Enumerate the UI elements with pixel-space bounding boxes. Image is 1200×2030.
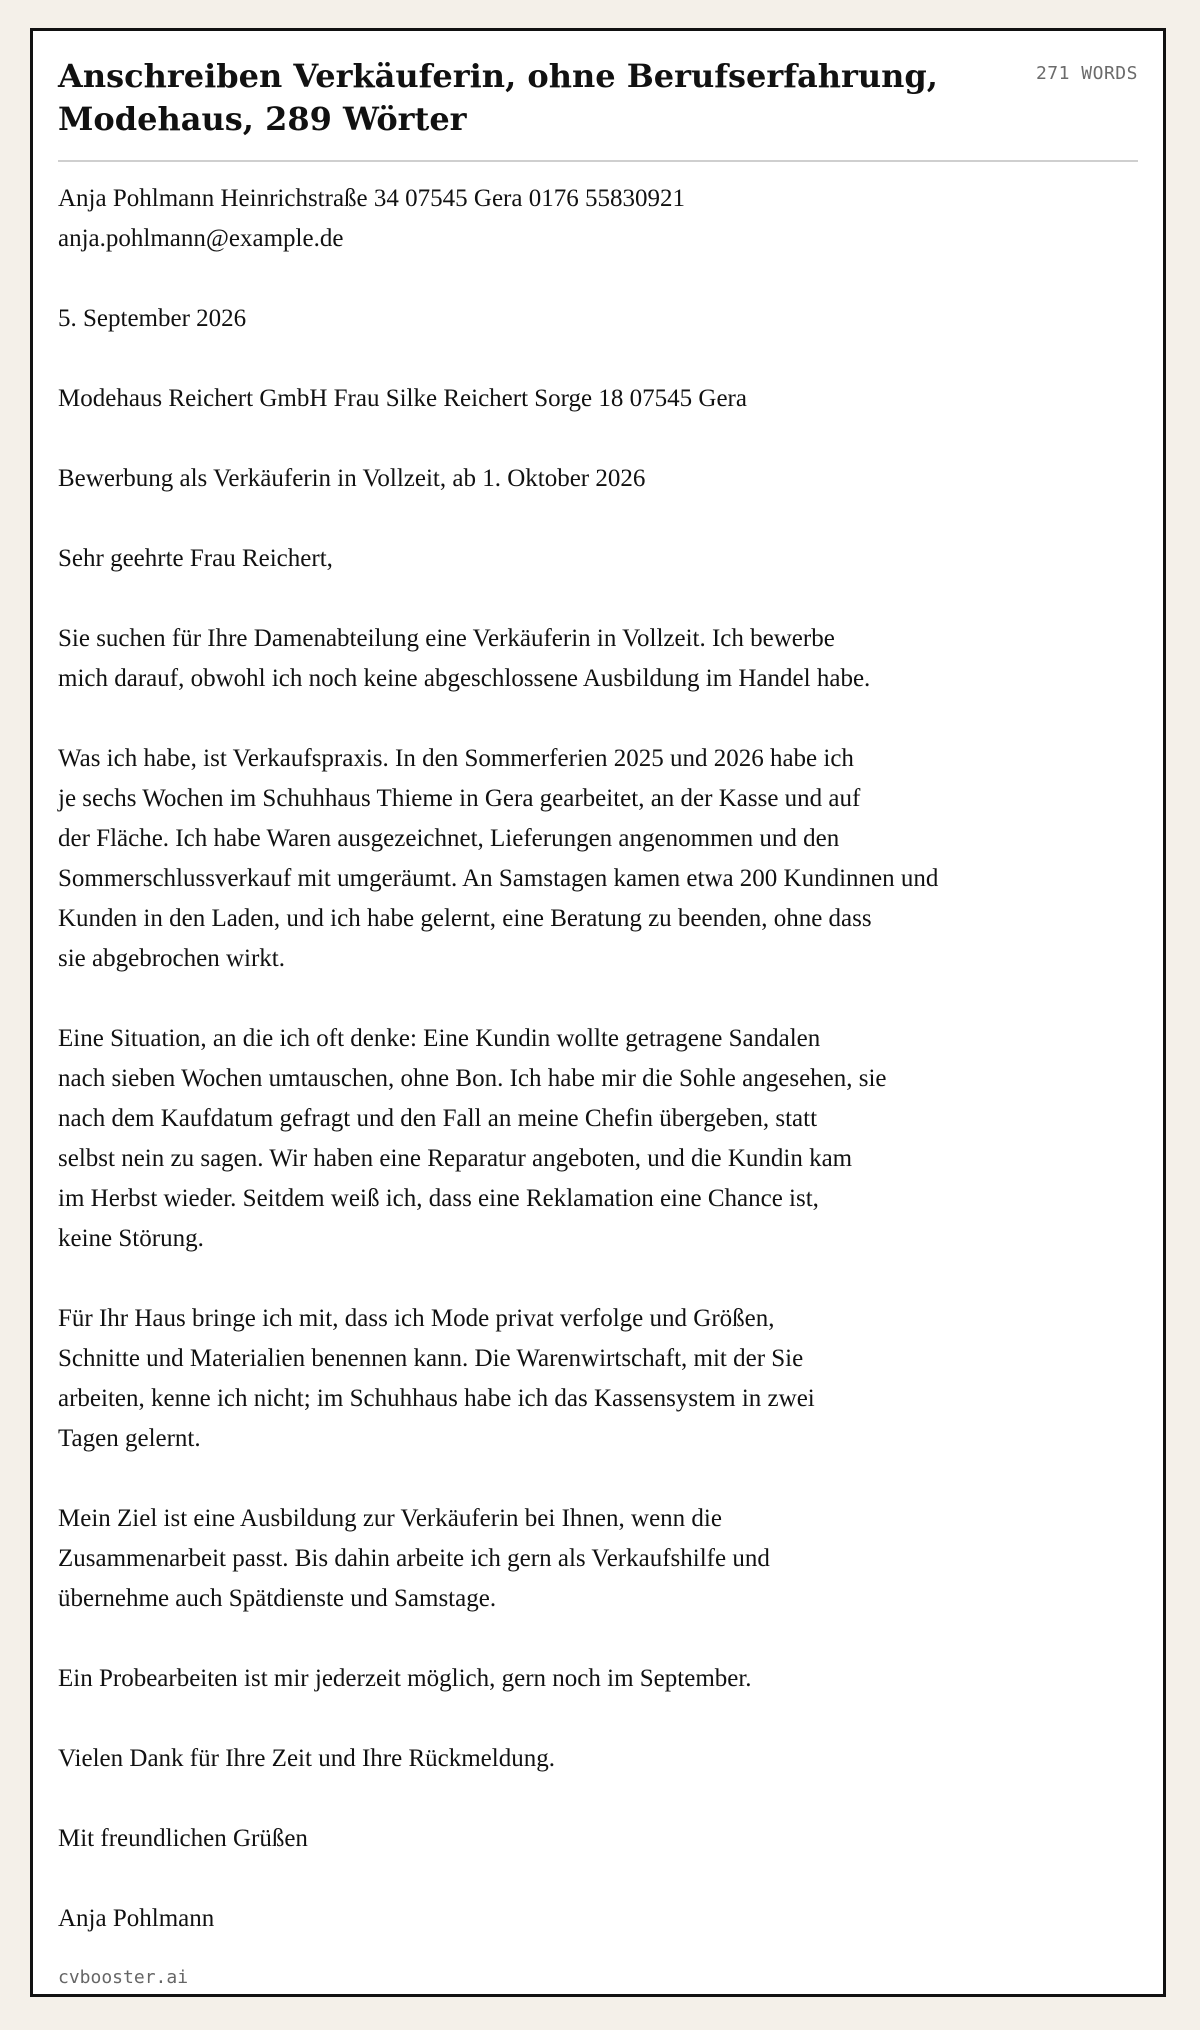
subject-line: Bewerbung als Verkäuferin in Vollzeit, ab 1. Oktober 2026	[58, 465, 646, 492]
salutation: Sehr geehrte Frau Reichert,	[58, 545, 333, 572]
body-paragraph: Eine Situation, an die ich oft denke: Eine Kundin wollte getragene Sandalen nach sieben Wochen umtauschen, ohne Bon. Ich habe mir die Sohle angesehen, sie nach dem Kaufdatum gefragt und den Fall an meine Chefin übergeben, statt selbst nein zu sagen. Wir haben eine Reparatur angeboten, und die Kundin kam im Herbst wieder. Seitdem weiß ich, dass eine Reklamation eine Chance ist, keine Störung.	[58, 1025, 887, 1252]
body-paragraph: Ein Probearbeiten ist mir jederzeit möglich, gern noch im September.	[58, 1665, 752, 1692]
footer-brand: cvbooster.ai	[58, 1967, 189, 1988]
body-paragraph: Vielen Dank für Ihre Zeit und Ihre Rückmeldung.	[58, 1745, 555, 1772]
letter-body	[58, 179, 1143, 1939]
sender-address: Anja Pohlmann Heinrichstraße 34 07545 Gera 0176 55830921 anja.pohlmann@example.de	[58, 185, 685, 252]
body-paragraph: Was ich habe, ist Verkaufspraxis. In den Sommerferien 2025 und 2026 habe ich je sechs Wochen im Schuhhaus Thieme in Gera gearbeitet, an der Kasse und auf der Fläche. Ich habe Waren ausgezeichnet, Lieferungen angenommen und den Sommerschlussverkauf mit umgeräumt. An Samstagen kamen etwa 200 Kundinnen und Kunden in den Laden, und ich habe gelernt, eine Beratung zu beenden, ohne dass sie abgebrochen wirkt.	[58, 745, 939, 972]
header-divider	[58, 160, 1138, 162]
document-title: Anschreiben Verkäuferin, ohne Berufserfahrung, Modehaus, 289 Wörter	[58, 57, 938, 138]
letter-card	[30, 28, 1166, 1997]
recipient-address: Modehaus Reichert GmbH Frau Silke Reichert Sorge 18 07545 Gera	[58, 385, 747, 412]
body-paragraph: Mein Ziel ist eine Ausbildung zur Verkäuferin bei Ihnen, wenn die Zusammenarbeit passt. Bis dahin arbeite ich gern als Verkaufshilfe und übernehme auch Spätdienste und Samstage.	[58, 1505, 770, 1612]
body-paragraph: Sie suchen für Ihre Damenabteilung eine Verkäuferin in Vollzeit. Ich bewerbe mich darauf, obwohl ich noch keine abgeschlossene Ausbildung im Handel habe.	[58, 625, 871, 692]
closing-phrase: Mit freundlichen Grüßen	[58, 1825, 308, 1852]
signature-name: Anja Pohlmann	[58, 1905, 215, 1932]
word-count-label: 271 WORDS	[1035, 63, 1138, 84]
body-paragraph: Für Ihr Haus bringe ich mit, dass ich Mode privat verfolge und Größen, Schnitte und Materialien benennen kann. Die Warenwirtschaft, mit der Sie arbeiten, kenne ich nicht; im Schuhhaus habe ich das Kassensystem in zwei Tagen gelernt.	[58, 1305, 815, 1452]
letter-date: 5. September 2026	[58, 305, 247, 332]
